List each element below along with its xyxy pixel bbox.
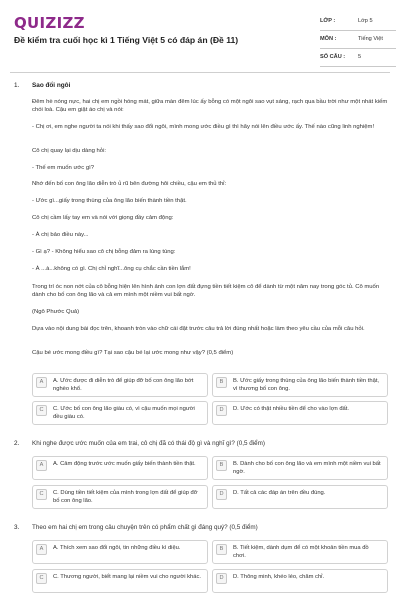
- passage-paragraph: - À chị bảo điều này...: [32, 232, 89, 238]
- passage-paragraph: - Thế em muốn ước gì?: [32, 165, 95, 171]
- question-text: Cậu bé ước mong điều gì? Tại sao cậu bé lại ước mong như vậy? (0,5 điểm): [32, 350, 234, 356]
- option-letter: B: [216, 544, 227, 555]
- answer-option-b[interactable]: [212, 373, 388, 397]
- question-number: 2.: [14, 440, 20, 447]
- passage-paragraph: - Gì ạ? - Không hiểu sao cô chị bỗng đảm ra lúng túng:: [32, 249, 176, 255]
- meta-value: Tiếng Việt: [358, 36, 383, 42]
- option-text: B. Tiết kiệm, dành dụm để có một khoản tiền mua đồ chơi.: [233, 545, 369, 559]
- question-text: Khi nghe được ước muốn của em trai, cô chị đã có thái độ gì và nghĩ gì? (0,5 điểm): [32, 440, 266, 447]
- option-text: D. Ước có thật nhiều tiền để cho vào lợn đất.: [233, 406, 349, 412]
- answer-option-a[interactable]: [32, 540, 208, 564]
- passage-paragraph: - Chị ơi, em nghe người ta nói khi thấy sao đổi ngôi, mình mong ước điều gì thì hãy nói lên điều ước ấy. Thế nào cũng linh nghiệm!: [32, 124, 375, 130]
- option-letter: A: [36, 460, 47, 471]
- option-letter: D: [216, 573, 227, 584]
- quizizz-logo: QUIZIZZ: [14, 14, 85, 32]
- option-letter: D: [216, 489, 227, 500]
- answer-option-c[interactable]: [32, 569, 208, 593]
- meta-key: SỐ CÂU :: [320, 54, 346, 60]
- option-text: D. Thông minh, khéo léo, chăm chỉ.: [233, 574, 325, 580]
- worksheet-title: Đề kiểm tra cuối học kì 1 Tiếng Việt 5 có đáp án (Đề 11): [14, 35, 239, 45]
- meta-row-subject: [320, 31, 396, 49]
- meta-key: LỚP :: [320, 18, 336, 24]
- answer-option-a[interactable]: [32, 373, 208, 397]
- passage-paragraph: Cô chị quay lại dịu dàng hỏi:: [32, 148, 107, 154]
- option-letter: B: [216, 377, 227, 388]
- option-text: C. Dùng tiền tiết kiệm của mình trong lợn đất để giúp đỡ bố con ông lão.: [53, 490, 198, 504]
- option-text: D. Tất cả các đáp án trên đều đúng.: [233, 490, 326, 496]
- worksheet-header: [0, 0, 400, 72]
- option-letter: C: [36, 405, 47, 416]
- meta-value: Lớp 5: [358, 18, 373, 24]
- option-text: A. Thích xem sao đổi ngôi, tin những điều kì diệu.: [53, 545, 181, 551]
- answer-option-a[interactable]: [32, 456, 208, 480]
- answer-option-d[interactable]: [212, 569, 388, 593]
- passage-paragraph: Nhớ đến bố con ông lão diễn trò ủ rũ bên đường hôi chiều, cậu em thủ thỉ:: [32, 181, 227, 187]
- answer-option-c[interactable]: [32, 485, 208, 509]
- option-text: B. Dành cho bố con ông lão và em mình một niềm vui bất ngờ.: [233, 461, 381, 475]
- passage-paragraph: Trong trí óc non nớt của cô bỗng hiện lên hình ảnh con lợn đất đựng tiền tiết kiệm cô để dành từ một năm nay trong góc tủ. Cô muốn dành cho bố con ông lão và cả em mình một niềm vui bất ngờ.: [32, 284, 380, 298]
- question-number: 3.: [14, 524, 20, 531]
- option-text: C. Ước bố con ông lão giàu có, vì cậu muốn mọi người đều giàu có.: [53, 406, 195, 420]
- passage-source: (Ngô Phước Quả): [32, 309, 80, 315]
- meta-value: 5: [358, 54, 362, 60]
- option-letter: B: [216, 460, 227, 471]
- instruction-text: Dựa vào nội dung bài đọc trên, khoanh tròn vào chữ cái đặt trước câu trả lời đúng nhất hoặc làm theo yêu cầu của mỗi câu hỏi.: [32, 326, 365, 332]
- option-letter: A: [36, 544, 47, 555]
- option-letter: D: [216, 405, 227, 416]
- worksheet-meta: [320, 13, 396, 67]
- answer-option-b[interactable]: [212, 540, 388, 564]
- option-text: A. Ước được đi diễn trò để giúp đỡ bố con ông lão bớt nghèo khổ.: [53, 378, 194, 392]
- header-divider: [10, 72, 390, 73]
- option-letter: C: [36, 573, 47, 584]
- answer-option-c[interactable]: [32, 401, 208, 425]
- passage-paragraph: Đêm hè nóng nực, hai chị em ngồi hóng mát, giữa màn đêm lúc ấy bỗng có một ngôi sao vụt sáng, rạch qua bầu trời như một nhát kiếm chói loà. Cậu em giật áo chị và nói:: [32, 99, 388, 113]
- question-number: 1.: [14, 82, 20, 89]
- meta-row-count: [320, 49, 396, 67]
- question-text: Theo em hai chị em trong câu chuyện trên có phẩm chất gì đáng quý? (0,5 điểm): [32, 524, 258, 531]
- answer-option-b[interactable]: [212, 456, 388, 480]
- option-text: A. Cảm động trước ước muốn giấy biến thành tiền thật.: [53, 461, 196, 467]
- passage-paragraph: - À ...à...không có gì. Chị chỉ nghĩ...ông cụ chắc cần tiền lắm!: [32, 266, 191, 272]
- passage-paragraph: Cô chị cầm lấy tay em và nói với giọng đầy cảm động:: [32, 215, 174, 221]
- meta-row-grade: [320, 13, 396, 31]
- passage-paragraph: - Ước gì...giấy trong thùng của ông lão biến thành tiền thật.: [32, 198, 187, 204]
- option-letter: A: [36, 377, 47, 388]
- passage-title: Sao đổi ngôi: [32, 82, 71, 89]
- option-text: C. Thương người, biết mang lại niềm vui cho người khác.: [53, 574, 201, 580]
- answer-option-d[interactable]: [212, 401, 388, 425]
- answer-option-d[interactable]: [212, 485, 388, 509]
- meta-key: MÔN :: [320, 36, 337, 42]
- option-text: B. Ước giấy trong thùng của ông lão biến thành tiền thật, vì thương bố con ông.: [233, 378, 380, 392]
- option-letter: C: [36, 489, 47, 500]
